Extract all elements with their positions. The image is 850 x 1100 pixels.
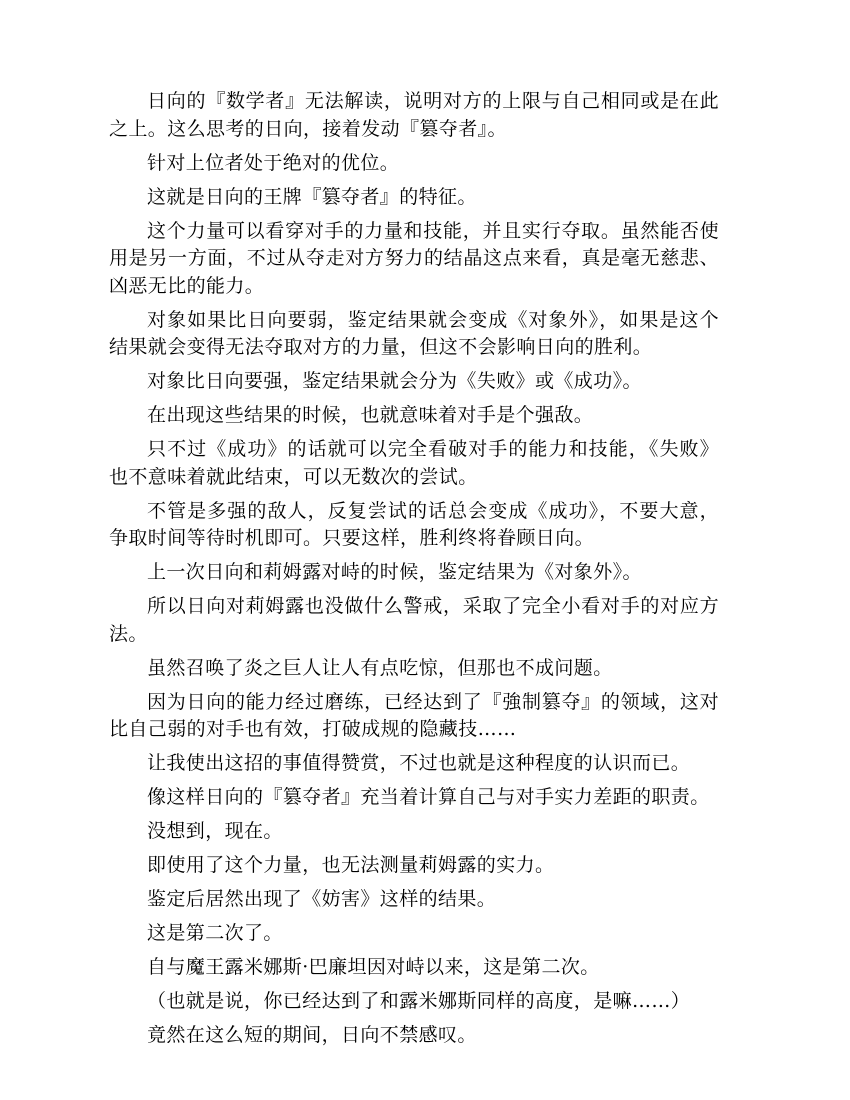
paragraph: 日向的『数学者』无法解读，说明对方的上限与自己相同或是在此之上。这么思考的日向，接着发动『篡夺者』。 <box>109 90 719 140</box>
paragraph: 只不过《成功》的话就可以完全看破对手的能力和技能，《失败》也不意味着就此结束，可以无数次的尝试。 <box>109 438 719 488</box>
paragraph: 在出现这些结果的时候，也就意味着对手是个强敌。 <box>147 404 594 426</box>
paragraph: 这是第二次了。 <box>147 922 283 944</box>
paragraph: 对象如果比日向要弱，鉴定结果就会变成《对象外》，如果是这个结果就会变得无法夺取对方的力量，但这不会影响日向的胜利。 <box>109 308 719 358</box>
paragraph: （也就是说，你已经达到了和露米娜斯同样的高度，是嘛……） <box>147 990 691 1012</box>
paragraph: 这个力量可以看穿对手的力量和技能，并且实行夺取。虽然能否使用是另一方面，不过从夺走对方努力的结晶这点来看，真是毫无慈悲、凶恶无比的能力。 <box>109 219 719 297</box>
paragraph: 不管是多强的敌人，反复尝试的话总会变成《成功》，不要大意，争取时间等待时机即可。只要这样，胜利终将眷顾日向。 <box>109 499 719 549</box>
paragraph: 竟然在这么短的期间，日向不禁感叹。 <box>147 1024 477 1046</box>
paragraph: 因为日向的能力经过磨练，已经达到了『強制篡夺』的领域，这对比自己弱的对手也有效，打破成规的隐藏技…… <box>109 690 719 740</box>
paragraph: 即使用了这个力量，也无法测量莉姆露的实力。 <box>147 854 555 876</box>
paragraph: 针对上位者处于绝对的优位。 <box>147 151 400 174</box>
paragraph: 自与魔王露米娜斯·巴廉坦因对峙以来，这是第二次。 <box>147 956 600 978</box>
paragraph: 让我使出这招的事值得赞赏，不过也就是这种程度的认识而已。 <box>147 752 691 774</box>
paragraph: 这就是日向的王牌『篡夺者』的特征。 <box>147 185 477 208</box>
paragraph: 所以日向对莉姆露也没做什么警戒，采取了完全小看对手的对应方法。 <box>109 595 719 645</box>
paragraph: 没想到，现在。 <box>147 820 283 842</box>
paragraph: 鉴定后居然出现了《妨害》这样的结果。 <box>147 888 497 910</box>
paragraph: 上一次日向和莉姆露对峙的时候，鉴定结果为《对象外》。 <box>147 561 642 583</box>
paragraph: 像这样日向的『篡夺者』充当着计算自己与对手实力差距的职责。 <box>147 786 710 808</box>
paragraph: 虽然召唤了炎之巨人让人有点吃惊，但那也不成问题。 <box>147 656 613 679</box>
document-body <box>109 88 719 1056</box>
paragraph: 对象比日向要强，鉴定结果就会分为《失败》或《成功》。 <box>147 370 642 392</box>
